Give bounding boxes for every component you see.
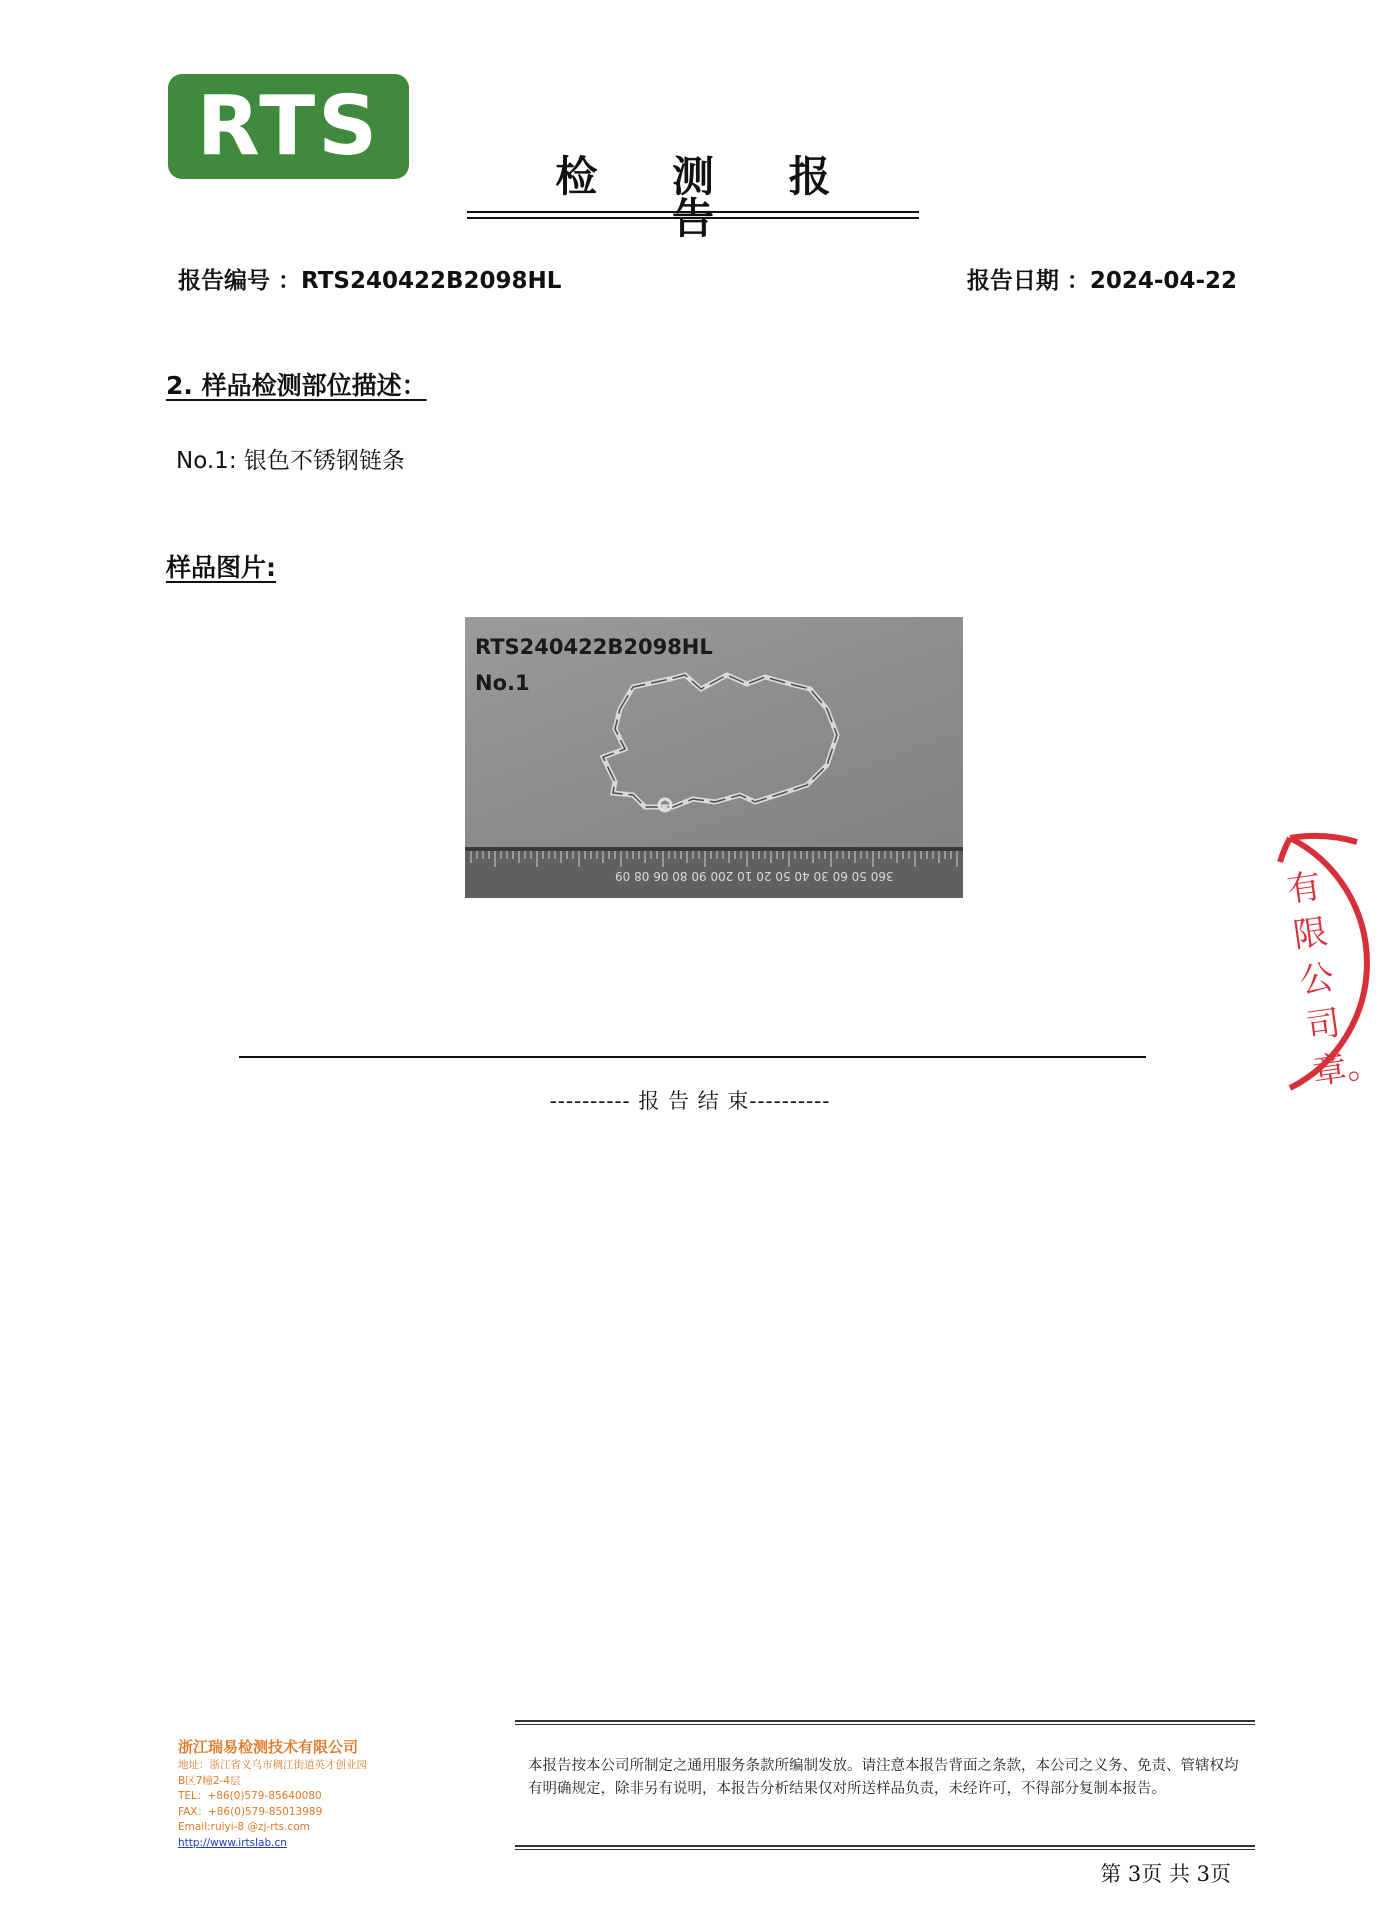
telephone: TEL：+86(0)579-85640080 (178, 1790, 322, 1802)
ruler-scale-text: 360 50 60 30 40 50 20 10 200 90 80 06 08 09 (615, 869, 894, 883)
document-title: 检 测 报 告 (555, 152, 861, 243)
sample-description: No.1: 银色不锈钢链条 (176, 448, 405, 474)
company-name: 浙江瑞易检测技术有限公司 (178, 1738, 359, 1756)
footer-rule-top (515, 1720, 1255, 1722)
footer-rule-top-thin (515, 1724, 1255, 1725)
sample-photo (465, 617, 963, 898)
sample-pictures-heading: 样品图片: (166, 553, 276, 582)
logo-text: RTS (196, 78, 381, 174)
report-end-text: ---------- 报 告 结 束---------- (549, 1089, 831, 1113)
title-rule-top (467, 211, 919, 213)
footer-rule-bottom-thin (515, 1849, 1255, 1850)
section-heading: 2. 样品检测部位描述： (166, 371, 427, 400)
footer-rule-bottom (515, 1845, 1255, 1847)
address-line-2: B区7幢2-4层 (178, 1774, 241, 1787)
chain-and-ruler-drawing (465, 617, 963, 898)
company-contact (178, 1758, 408, 1851)
end-rule (239, 1056, 1146, 1058)
report-number (178, 262, 561, 295)
email: Email:ruiyi-8 @zj-rts.com (178, 1821, 310, 1833)
report-number-value: RTS240422B2098HL (301, 268, 562, 294)
website-link[interactable]: http://www.irtslab.cn (178, 1836, 287, 1849)
report-date-value: 2024-04-22 (1089, 268, 1237, 294)
address-line-1: 地址：浙江省义乌市稠江街道英才创业园 (178, 1759, 367, 1771)
report-number-label: 报告编号 ： (178, 268, 302, 294)
report-date-label: 报告日期 ： (966, 268, 1090, 294)
report-date (967, 262, 1237, 295)
photo-label-sample-no: No.1 (475, 671, 530, 695)
fax: FAX：+86(0)579-85013989 (178, 1805, 323, 1818)
page-indicator: 第 3页 共 3页 (1100, 1862, 1231, 1886)
seal-text: 有限公司章。 (1284, 866, 1383, 1093)
title-rule-bottom (467, 217, 919, 219)
rts-logo (168, 74, 409, 179)
disclaimer: 本报告按本公司所制定之通用服务条款所编制发放。请注意本报告背面之条款，本公司之义务、免责、管辖权均有明确规定，除非另有说明，本报告分析结果仅对所送样品负责，未经许可，不得部分复制本报告。 (528, 1758, 1239, 1797)
photo-label-report-no: RTS240422B2098HL (475, 635, 713, 659)
